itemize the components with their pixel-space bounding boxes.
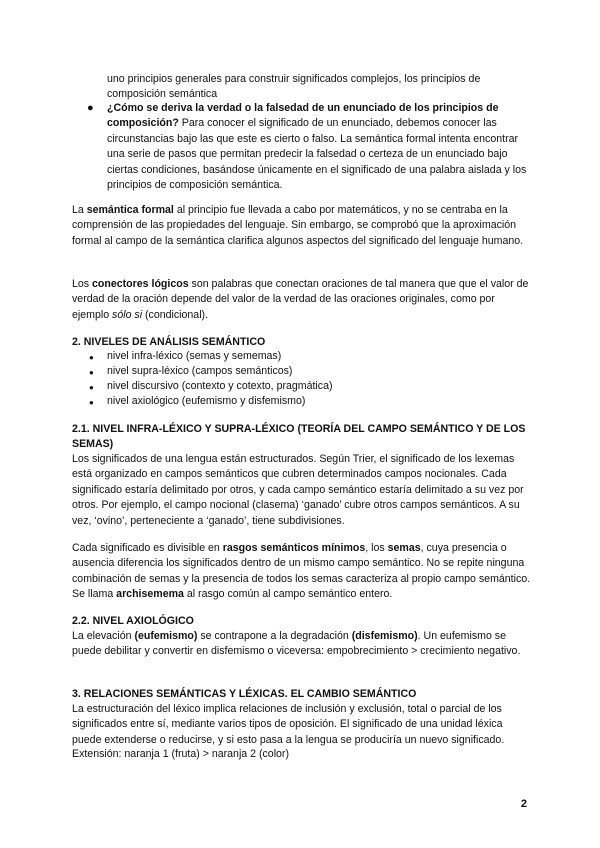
paragraph-formal-semantics — [72, 203, 532, 249]
paragraph-logical-connectors — [72, 277, 532, 323]
text: al rasgo común al campo semántico entero. — [183, 588, 393, 601]
section-heading-2-1: 2.1. NIVEL INFRA-LÉXICO Y SUPRA-LÉXICO (TEORÍA DEL CAMPO SEMÁNTICO Y DE LOS SEMAS) — [72, 423, 526, 451]
text: (condicional). — [142, 308, 209, 321]
paragraph-lexical-relations: La estructuración del léxico implica relaciones de inclusión y exclusión, total o parcial de los significados entre sí, mediante varios tipos de oposición. El significado de una unidad léxica puede extenderse o reducirse, y si esto pasa a la lengua se produciría un nuevo significado. — [72, 703, 505, 746]
question-bullet — [107, 101, 537, 193]
term-bold: rasgos semánticos mínimos — [222, 542, 366, 554]
list-item: nivel discursivo (contexto y cotexto, pragmática) — [107, 380, 333, 392]
text: Los — [72, 278, 93, 290]
text: al principio fue llevada a cabo por matemáticos, y no se centraba en la comprensión de las propiedades del lenguaje. Sin embargo, se comprobó que la aproximación formal al campo de la semántica clarifica algunos aspectos del significado del lenguaje humano. — [72, 204, 524, 247]
bullet-continuation: uno principios generales para construir significados complejos, los principios de composición semántica — [107, 73, 481, 101]
bullet-icon: ● — [87, 102, 94, 114]
term-italic: sólo si — [112, 308, 143, 321]
bullet-icon: ● — [89, 383, 94, 392]
text: , cuya presencia o ausencia diferencia los significados dentro de un mismo campo semántico. No se repite ninguna combinación de semas y la presencia de todos los semas caracteriza al propio campo semántico. Se llama — [72, 542, 531, 601]
example-line: Extensión: naranja 1 (fruta) > naranja 2 (color) — [72, 748, 289, 760]
section-heading-2: 2. NIVELES DE ANÁLISIS SEMÁNTICO — [72, 336, 266, 348]
list-item: nivel supra-léxico (campos semánticos) — [107, 365, 293, 377]
bullet-icon: ● — [89, 368, 94, 377]
page-number: 2 — [520, 798, 527, 810]
text: La — [72, 204, 87, 216]
text: La elevación — [72, 630, 135, 642]
paragraph-semas — [72, 541, 532, 603]
paragraph-axiological — [72, 629, 532, 660]
term-bold: semas — [387, 542, 421, 554]
section-heading-2-2: 2.2. NIVEL AXIOLÓGICO — [72, 615, 194, 627]
text: . Un eufemismo se puede debilitar y convertir en disfemismo o viceversa: empobrecimiento > crecimiento negativo. — [72, 630, 521, 658]
term-bold: conectores lógicos — [92, 278, 189, 290]
question-bold: ¿Cómo se deriva la verdad o la falsedad de un enunciado de los principios de composición? — [107, 102, 499, 130]
term-bold: semántica formal — [86, 204, 174, 216]
term-bold: (disfemismo) — [351, 630, 418, 642]
text: , los — [365, 542, 388, 554]
list-item: nivel infra-léxico (semas y sememas) — [107, 350, 282, 362]
section-heading-3: 3. RELACIONES SEMÁNTICAS Y LÉXICAS. EL CAMBIO SEMÁNTICO — [72, 688, 417, 700]
text: se contrapone a la degradación — [197, 630, 352, 642]
question-text: Para conocer el significado de un enunciado, debemos conocer las circunstancias bajo las que este es cierto o falso. La semántica formal intenta encontrar una serie de pasos que permitan predecir la falsedad o certeza de un enunciado bajo ciertas condiciones, basándose únicamente en el significado de una palabra aislada y los principios de composición semántica. — [107, 117, 527, 192]
term-bold: (eufemismo) — [134, 630, 198, 642]
term-bold: archisemema — [116, 588, 184, 601]
text: Cada significado es divisible en — [72, 542, 223, 554]
bullet-icon: ● — [89, 353, 94, 362]
paragraph-trier: Los significados de una lengua están estructurados. Según Trier, el significado de los lexemas está organizado en campos semánticos que cubren determinados campos nocionales. Cada significado estaría delimitado por otros, y cada campo semántico estaría delimitado a su vez por otros. Por ejemplo, el campo nocional (clasema) ‘ganado’ cubre otros campos semánticos. A su vez, ‘ovino’, perteneciente a ‘ganado’, tiene subdivisiones. — [72, 453, 524, 527]
bullet-icon: ● — [89, 398, 94, 407]
text: son palabras que conectan oraciones de tal manera que que el valor de verdad de la oración depende del valor de la verdad de las oraciones originales, como por ejemplo — [72, 278, 529, 321]
list-item: nivel axiológico (eufemismo y disfemismo) — [107, 395, 306, 407]
